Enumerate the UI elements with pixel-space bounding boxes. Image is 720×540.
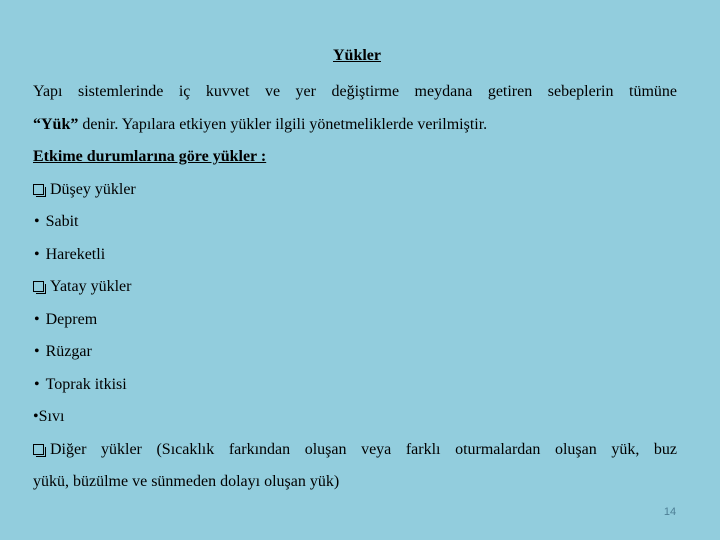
list-item-label: Düşey yükler	[50, 180, 136, 198]
intro-line-2	[33, 116, 487, 133]
bullet-marker: •	[33, 408, 39, 425]
list-item-bullet	[33, 304, 677, 337]
list-item-label: Deprem	[45, 310, 98, 328]
intro-line-2-rest: denir. Yapılara etkiyen yükler ilgili yönetmeliklerde verilmiştir.	[78, 115, 488, 133]
checkbox-icon	[33, 184, 44, 195]
other-loads-line-1	[33, 434, 677, 467]
list-item-label: Sabit	[45, 213, 79, 230]
intro-bold-term: “Yük”	[33, 115, 79, 133]
list-item-box	[33, 174, 677, 207]
list-item-bullet	[33, 369, 677, 402]
bullet-marker: •	[34, 375, 40, 393]
checkbox-icon	[33, 444, 44, 455]
list-item-bullet	[33, 336, 677, 369]
other-loads-line-2: yükü, büzülme ve sünmeden dolayı oluşan yük)	[33, 473, 340, 490]
bullet-marker: •	[34, 213, 40, 230]
intro-line-1: Yapı sistemlerinde iç kuvvet ve yer değiştirme meydana getiren sebeplerin tümüne	[33, 83, 677, 100]
list-item-label: Rüzgar	[45, 343, 92, 360]
list-item-label: Toprak itkisi	[45, 375, 127, 393]
section-heading: Etkime durumlarına göre yükler :	[33, 148, 267, 165]
list-item-bullet	[33, 206, 677, 239]
list-item-label: Yatay yükler	[50, 278, 132, 295]
list-item-box	[33, 271, 677, 304]
other-loads-text-1: Diğer yükler (Sıcaklık farkından oluşan veya farklı oturmalardan oluşan yük, buz	[50, 440, 677, 458]
slide-content	[33, 76, 677, 499]
list-item-box-other	[33, 434, 677, 499]
slide-title: Yükler	[333, 47, 381, 64]
bullet-marker: •	[34, 245, 40, 263]
bullet-marker: •	[34, 310, 40, 328]
list-item-bullet	[33, 239, 677, 272]
list-item-label: Hareketli	[45, 245, 106, 263]
checkbox-icon	[33, 281, 44, 292]
list-item-label: Sıvı	[38, 408, 65, 425]
page-number: 14	[663, 506, 677, 518]
list-item-bullet	[33, 401, 677, 434]
intro-paragraph	[33, 76, 677, 141]
bullet-marker: •	[34, 343, 40, 360]
